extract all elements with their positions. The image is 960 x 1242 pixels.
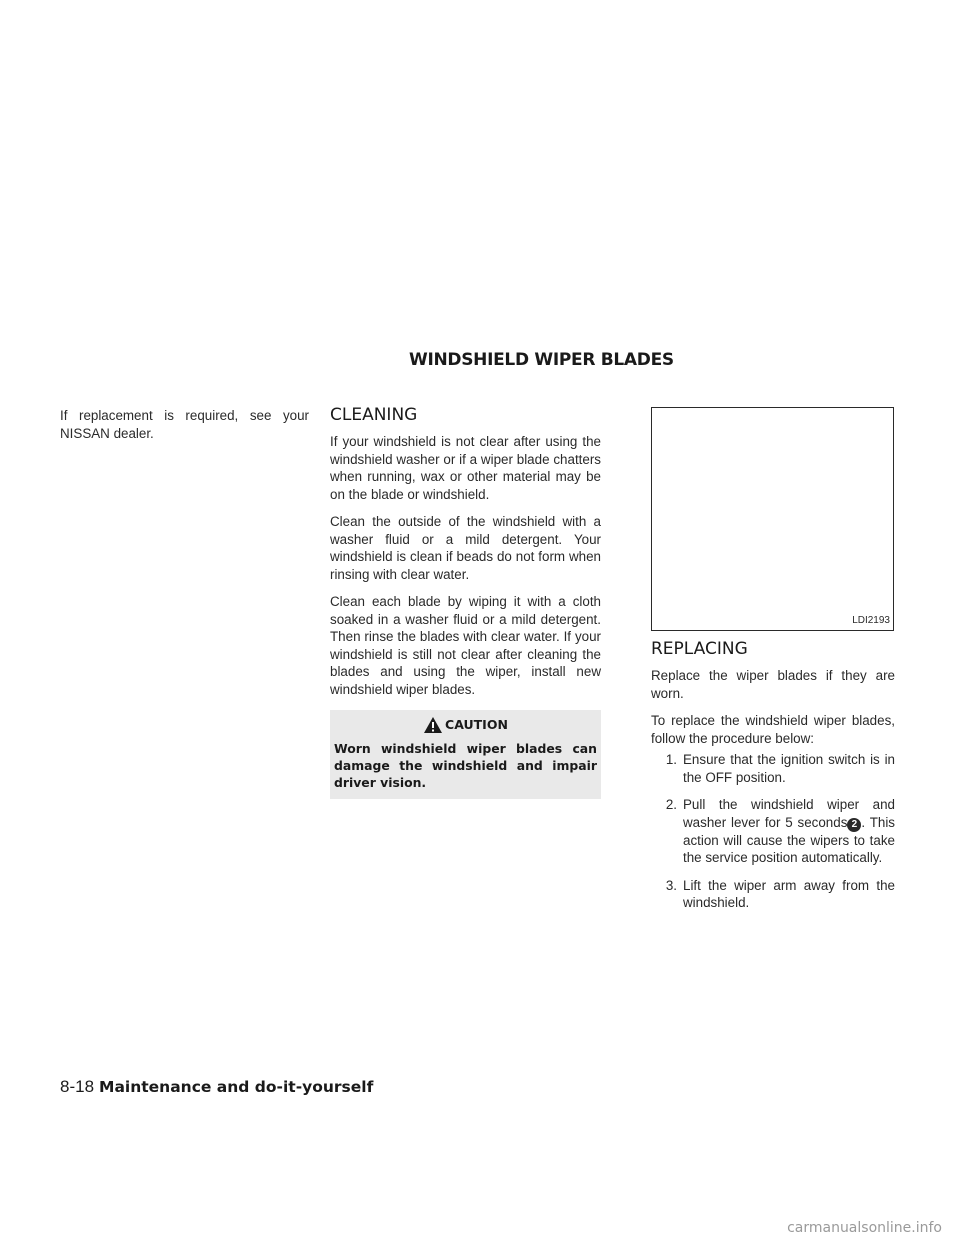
- procedure-step: [651, 796, 895, 867]
- cleaning-paragraph: Clean the outside of the windshield with a washer fluid or a mild detergent. Your windshield is clean if beads do not form when rinsing with clear water.: [330, 514, 601, 582]
- replacing-paragraph: To replace the windshield wiper blades, follow the procedure below:: [651, 713, 895, 746]
- illustration-figure: [651, 407, 894, 631]
- caution-label: CAUTION: [445, 717, 508, 733]
- column-middle: [330, 407, 601, 799]
- replacing-paragraph: Replace the wiper blades if they are worn.: [651, 668, 895, 701]
- watermark: carmanualsonline.info: [787, 1220, 942, 1236]
- column-right: [651, 407, 895, 922]
- replacing-heading: REPLACING: [651, 639, 748, 659]
- caution-text: Worn windshield wiper blades can damage the windshield and impair driver vision.: [334, 741, 597, 790]
- replacement-note: If replacement is required, see your NISSAN dealer.: [60, 408, 309, 441]
- caution-box: [330, 710, 601, 799]
- step-number: 1.: [665, 752, 677, 767]
- figure-code: LDI2193: [852, 614, 890, 626]
- cleaning-paragraph: If your windshield is not clear after using the windshield washer or if a wiper blade chatters when running, wax or other material may be on the blade or windshield.: [330, 434, 601, 502]
- step-text-after: . This action will cause the wipers to take the service position automatically.: [683, 814, 895, 865]
- procedure-step: [651, 877, 895, 912]
- step-number: 3.: [665, 877, 677, 893]
- column-left: [60, 407, 309, 452]
- chapter-title: Maintenance and do-it-yourself: [99, 1078, 374, 1096]
- step-text: Ensure that the ignition switch is in the OFF position.: [683, 752, 895, 785]
- caution-title: [334, 714, 597, 736]
- page-footer: [60, 1077, 373, 1097]
- section-heading: WINDSHIELD WIPER BLADES: [409, 350, 674, 370]
- step-text-before: Pull the windshield wiper and washer lever for 5 seconds: [683, 797, 895, 830]
- page-number: 8-18: [60, 1077, 95, 1096]
- cleaning-heading: CLEANING: [330, 405, 418, 425]
- warning-icon: [423, 716, 443, 734]
- step-text: Lift the wiper arm away from the windshield.: [683, 877, 895, 910]
- circled-number-marker: 2: [847, 818, 861, 832]
- procedure-steps: [651, 751, 895, 912]
- procedure-step: [651, 751, 895, 786]
- step-number: 2.: [665, 797, 677, 812]
- step-text: [683, 796, 895, 867]
- cleaning-paragraph: Clean each blade by wiping it with a cloth soaked in a washer fluid or a mild detergent. Then rinse the blades with clear water. If your windshield is still not clear after cleaning the blades and using the wiper, install new windshield wiper blades.: [330, 594, 601, 697]
